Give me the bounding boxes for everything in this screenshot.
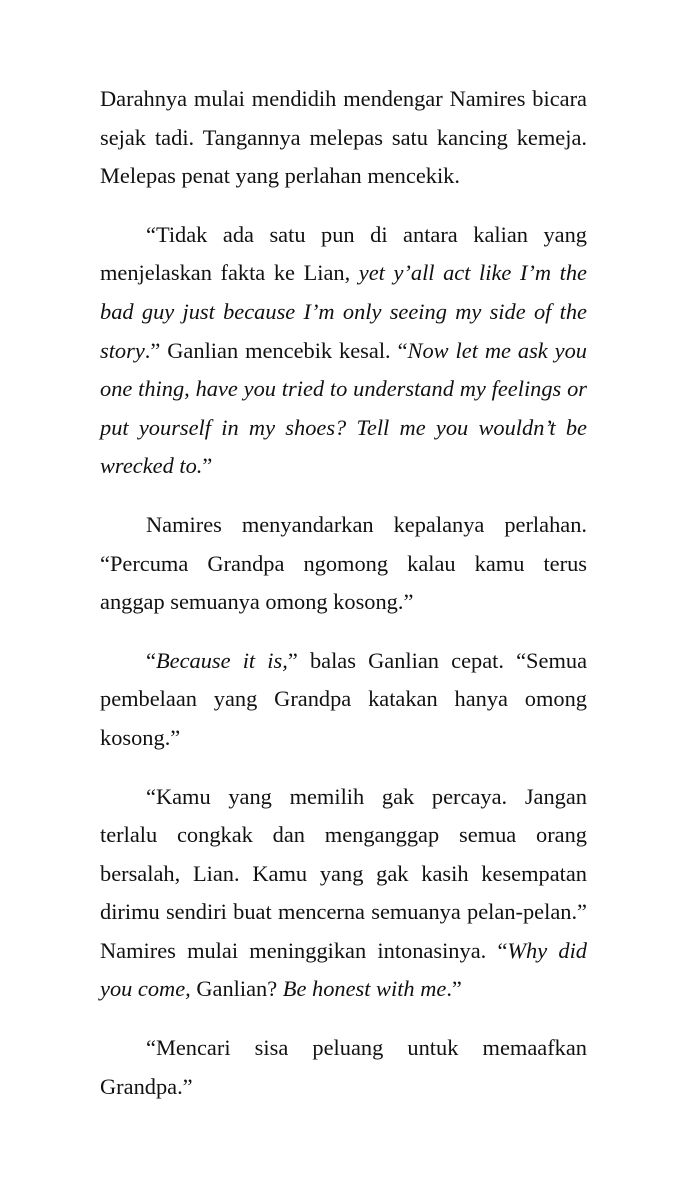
- paragraph-6: [100, 1029, 587, 1106]
- paragraph-2-run-4-italic: Now let me ask you one thing, have you tried to understand my feelings or put yourself in my shoes? Tell me you wouldn’t be wrecked to.: [100, 337, 587, 479]
- paragraph-4-run-1: “: [146, 647, 156, 673]
- paragraph-2-run-1: “Tidak ada satu pun di antara kalian yang menjelaskan fakta ke Lian,: [100, 221, 587, 286]
- paragraph-5-run-3: Ganlian?: [190, 976, 283, 1002]
- paragraph-4: [100, 642, 587, 758]
- paragraph-5-run-2-italic: Why did you come,: [100, 937, 588, 1002]
- paragraph-5-run-4-italic: Be honest with me: [282, 976, 447, 1002]
- paragraph-1: [100, 80, 587, 196]
- paragraph-5-run-1: “Kamu yang memilih gak percaya. Jangan terlalu congkak dan menganggap semua orang bersalah, Lian. Kamu yang gak kasih kesempatan dirimu sendiri buat mencerna semuanya pelan-pelan.” Namires mulai meninggikan intonasinya. “: [100, 783, 587, 963]
- paragraph-2-run-3: .” Ganlian mencebik kesal. “: [144, 337, 408, 363]
- paragraph-4-run-3: ” balas Ganlian cepat. “Semua pembelaan yang Grandpa katakan hanya omong kosong.”: [100, 647, 588, 750]
- paragraph-3-run-1: Namires menyandarkan kepalanya perlahan. “Percuma Grandpa ngomong kalau kamu terus anggap semuanya omong kosong.”: [100, 511, 587, 615]
- paragraph-2: [100, 216, 587, 486]
- paragraph-2-run-2-italic: yet y’all act like I’m the bad guy just because I’m only seeing my side of the story: [100, 260, 587, 363]
- book-page: [100, 80, 587, 1106]
- paragraph-4-run-2-italic: Because it is,: [155, 647, 288, 673]
- paragraph-1-run-1: Darahnya mulai mendidih mendengar Namires bicara sejak tadi. Tangannya melepas satu kancing kemeja. Melepas penat yang perlahan mencekik.: [100, 86, 587, 189]
- paragraph-5: [100, 778, 587, 1010]
- paragraph-3: [100, 506, 587, 622]
- paragraph-6-run-1: “Mencari sisa peluang untuk memaafkan Grandpa.”: [100, 1035, 587, 1099]
- paragraph-2-run-5: ”: [202, 453, 213, 479]
- paragraph-5-run-5: .”: [446, 976, 462, 1002]
